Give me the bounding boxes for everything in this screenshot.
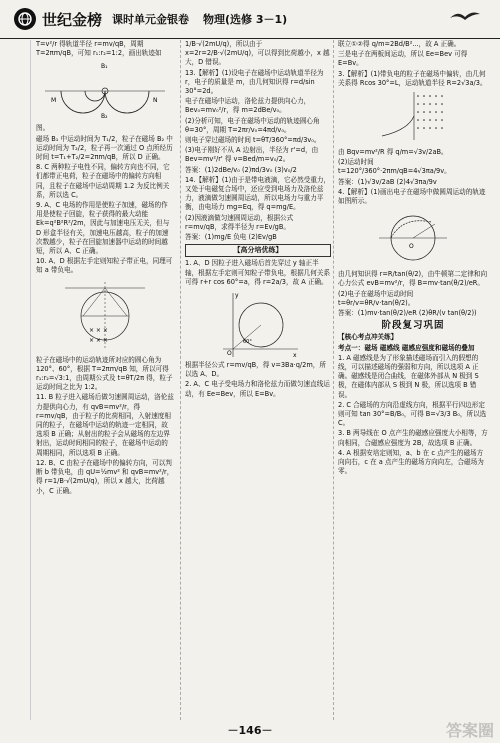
- svg-text:× × ×: × × ×: [89, 336, 108, 344]
- mid-text-4: 则电子穿过磁场的时间 t=θT/360°=πd/3v₀。: [185, 136, 321, 145]
- mid-text-7: 根据半径公式 r=mv/qB，得 v=3Ba·q/2m，所以选 A、D。: [185, 361, 326, 379]
- review-answer-4: 4. A 根据安培定则知，a、b 在 c 点产生的磁场方向向右，c 在 a 点产生的磁场方向向左，合磁场为零。: [338, 448, 484, 476]
- answer-14-summary: 答案：(1)mg/E 负电 (2)Ev/gB: [185, 233, 277, 242]
- page-number: －146－: [227, 724, 273, 737]
- brand-title: 世纪金榜: [42, 10, 103, 29]
- left-text-3: 磁场 B₁ 中运动时间为 T₁/2，粒子在磁场 B₂ 中运动时间为 T₂/2，粒子再一次通过 O 点所经历时间 t=T₁+T₂/2=2πm/qB，所以 D 正确。: [36, 134, 173, 162]
- globe-logo-icon: [14, 8, 36, 30]
- middle-column: [180, 40, 331, 720]
- magnetic-field-figure: [55, 278, 155, 354]
- left-text-2: 图。: [36, 124, 50, 133]
- answer-9: 9. A、C 电场的作用是使粒子加速，磁场的作用是使粒子回旋，粒子获得的最大动能 Ek=q²B²R²/2m，因此与加速电压无关，但与 D 形盒半径有关，加速电压越高，粒子的加速次数越少，粒子在回旋加速器中运动的时间越短，所以 A、C 正确。: [36, 201, 170, 256]
- series-title: 课时单元金银卷: [112, 13, 190, 26]
- left-text-4: 粒子在磁场中的运动轨迹所对应的圆心角为 120°、60°，根据 T=2πm/qB 知，所以可得 r₁:r₂=√3:1，由周期公式及 t=θT/2π 得，粒子运动时间之比为 1:2。: [36, 355, 173, 392]
- left-text-1: T=v²/r 得轨道半径 r=mv/qB，周期 T=2πm/qB，可知 r₁:r₂=1:2，画出轨迹如: [36, 40, 162, 58]
- watermark-text: 答案圈: [445, 721, 494, 740]
- coordinate-figure: [213, 289, 303, 359]
- review-answer-1: 1. A 磁感线是为了形象描述磁场而引入的假想的线，可以描述磁场的强弱和方向，所以选项 A 正确。磁感线是闭合曲线，在磁体外部从 N 极到 S 极，在磁体内部从 S 极到 N 极，所以选项 B 错误。: [338, 353, 479, 399]
- right-text-1: 联立①②得 q/m=2Bd/B²...，故 A 正确。: [338, 40, 461, 48]
- stage-review-title: 阶段复习巩固: [381, 320, 445, 332]
- answer-gao-2: 2. A、C 电子受电场力和洛伦兹力而做匀速直线运动，有 Ee=Bev，所以 E=Bv。: [185, 380, 330, 398]
- svg-text:B₂: B₂: [101, 113, 108, 121]
- right-text-2: 三是电子在两板间运动，所以 Ee=Bev 可得 E=Bv。: [338, 50, 468, 68]
- circular-orbit-figure: [373, 208, 453, 268]
- answer-12: 12. B、C 由粒子在磁场中的偏转方向，可以判断 b 带负电，由 qU=½mv² 和 qvB=mv²/r，得 r=1/B·√(2mU/q)，所以 x 越大，比荷越小，C 正确。: [36, 458, 174, 495]
- left-binding-margin: [0, 40, 31, 720]
- bird-icon: [448, 8, 482, 24]
- right-text-3: 由 Bqv=mv²/R 得 q/m=√3v/2aB。: [338, 148, 448, 157]
- answer-14: 14.【解析】(1)由于是带电液滴，它必然受重力，又处于电磁复合场中，还应受到电场力及洛伦兹力，液滴做匀速圆周运动，所以电场力与重力平衡，由电场力 mg=Eq，得 q=mg/E。: [185, 175, 331, 212]
- svg-text:N: N: [153, 97, 158, 105]
- answer-11: 11. B 粒子进入磁场后做匀速圆周运动，洛伦兹力提供向心力，有 qvB=mv²/r，得 r=mv/qB，由于粒子的比荷相同，入射速度相同的粒子，在磁场中运动的轨迹一定相同，故选项 B 正确；从射出的粒子会从磁场的左边界射出，运动时间相同的粒子，在磁场中运动的周期相同，所以选项 B 正确。: [36, 393, 174, 457]
- svg-text:B₁: B₁: [101, 63, 108, 71]
- dotted-field-figure: [378, 90, 448, 146]
- svg-text:y: y: [235, 292, 239, 300]
- svg-text:M: M: [51, 97, 57, 105]
- right-column: [333, 40, 488, 720]
- svg-text:x: x: [293, 352, 297, 360]
- left-column: [36, 40, 174, 720]
- answer-3: 3.【解析】(1)带负电的粒子在磁场中偏转，由几何关系得 Rcos 30°=L，运动轨道半径 R=2√3a/3。: [338, 69, 487, 87]
- review-answer-2: 2. C 合磁场的方向沿虚线方向，根据平行四边形定则可知 tan 30°=B/B₀，可得 B=√3/3 B₀，所以选 C。: [338, 400, 487, 428]
- mid-text-1: 1/B·√(2mU/q)，所以由于 x=2r=2/B·√(2mU/q)，可以得到比荷越小，x 越大，D 错误。: [185, 40, 330, 67]
- high-score-section-title: 【高分培优练】: [185, 244, 331, 257]
- subject-title: 物理(选修 3－1): [203, 13, 288, 26]
- answer-8: 8. C 两种粒子电性不同，偏转方向也不同，它们都带正电荷，粒子在磁场中的偏转方向相同，且粒子在磁场中运动周期 1.2 为反比例关系，所以选 C。: [36, 163, 170, 199]
- answer-4-summary: 答案：(1)mv·tan(θ/2)/eR (2)θR/(v tan(θ/2)): [338, 309, 477, 318]
- core-section-title: 【核心考点冲关练】: [338, 333, 398, 342]
- svg-text:60°: 60°: [243, 339, 252, 346]
- right-text-4: (2)运动时间 t=120°/360°·2πm/qB=4√3πa/9v。: [338, 158, 451, 176]
- answer-4: 4.【解析】(1)画出电子在磁场中做圆周运动的轨迹如图所示。: [338, 187, 486, 206]
- answer-10: 10. A、D 根据左手定则知粒子带正电，同理可知 a 带负电。: [36, 257, 173, 275]
- mid-text-3: (2)分析可知，电子在磁场中运动的轨迹圆心角 θ=30°，周期 T=2πr/v₀=4πd/v₀。: [185, 116, 320, 134]
- right-text-6: (2)电子在磁场中运动时间 t=θr/v=θR/v·tan(θ/2)。: [338, 289, 415, 307]
- page-header: [0, 0, 500, 39]
- svg-text:O: O: [409, 243, 414, 251]
- answer-3-summary: 答案：(1)√3v/2aB (2)4√3πa/9v: [338, 177, 437, 186]
- svg-text:× × ×: × × ×: [89, 326, 108, 334]
- mid-text-5: (3)电子刚好不从 A 边射出，半径为 r'=d，由 Bev=mv²/r' 得 v=Bed/m=v₀/2。: [185, 146, 319, 164]
- answer-13-summary: 答案：(1)2dBe/v₀ (2)πd/3v₀ (3)v₀/2: [185, 165, 297, 174]
- review-answer-3: 3. B 两导线在 O 点产生的磁感应强度大小相等，方向相同，合磁感应强度为 2B，故选项 B 正确。: [338, 429, 488, 447]
- mid-text-6: (2)因液滴做匀速圆周运动，根据公式 r=mv/qB，求得半径为 r=Ev/gB。: [185, 213, 294, 231]
- right-text-5: 由几何知识得 r=R/tan(θ/2)，由牛顿第二定律和向心力公式 evB=mv²/r，得 B=mv·tan(θ/2)/eR。: [338, 270, 488, 288]
- mid-text-2: 电子在磁场中运动，洛伦兹力提供向心力，Bev₀=mv₀²/r，得 m=2dBe/v₀。: [185, 97, 311, 115]
- kaodian-title: 考点一：磁场 磁感线 磁感应强度和磁场的叠加: [338, 343, 475, 352]
- trajectory-figure: [45, 60, 165, 122]
- svg-text:O: O: [227, 350, 232, 358]
- answer-gao-1: 1. A、D 因粒子进入磁场后首先穿过 y 轴正半轴，根据左手定则可知粒子带负电，根据几何关系可得 r+r cos 60°=a，得 r=2a/3，故 A 正确。: [185, 259, 331, 286]
- answer-13: 13.【解析】(1)设电子在磁场中运动轨道半径为 r，电子的质量是 m，由几何知识得 r=d/sin 30°=2d。: [185, 68, 324, 96]
